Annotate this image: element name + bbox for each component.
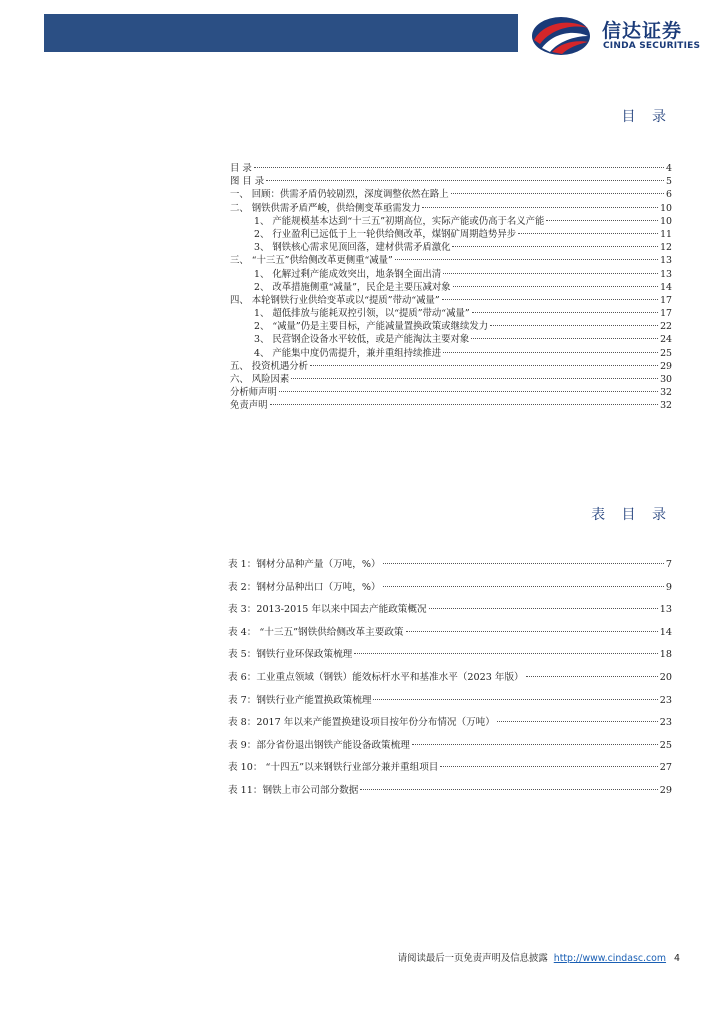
toc-entry-page: 22 [660, 321, 672, 333]
table-toc-entry[interactable] [228, 644, 672, 667]
table-toc-entry-page: 27 [659, 762, 672, 774]
toc-entry-page: 24 [660, 334, 672, 346]
toc-entry-label: 3、 钢铁核心需求见顶回落，建材供需矛盾激化 [254, 242, 451, 254]
cinda-logo-icon [530, 14, 592, 56]
table-toc-entry-label: 表 1：钢材分品种产量（万吨，%） [228, 559, 381, 570]
dot-leader [429, 608, 658, 609]
table-toc-entry-label: 表 10： “十四五”以来钢铁行业部分兼并重组项目 [228, 762, 439, 774]
toc-entry[interactable] [230, 175, 672, 188]
toc-entry-label: 四、 本轮钢铁行业供给变革或以“提质”带动“减量” [230, 294, 440, 306]
dot-leader [395, 259, 658, 260]
toc-entry-page: 13 [660, 268, 672, 280]
table-toc-entry-page: 20 [659, 671, 672, 683]
toc-entry[interactable] [230, 241, 672, 254]
dot-leader [471, 338, 658, 339]
toc-entry-page: 11 [660, 228, 672, 240]
toc-entry[interactable] [230, 307, 672, 320]
dot-leader [266, 180, 664, 181]
footer-notice: 请阅读最后一页免责声明及信息披露 [397, 953, 548, 964]
table-toc-entry-page: 18 [659, 649, 672, 661]
dot-leader [383, 563, 664, 564]
toc-entry[interactable] [230, 386, 672, 399]
table-toc-entry[interactable] [228, 577, 672, 600]
table-toc-entry-label: 表 4： “十三五”钢铁供给侧改革主要政策 [228, 626, 404, 638]
toc-entry-label: 2、 “减量”仍是主要目标，产能减量置换政策或继续发力 [254, 321, 489, 333]
toc-entry-page: 5 [666, 176, 672, 188]
dot-leader [546, 220, 658, 221]
toc-entry-label: 六、 风险因素 [230, 374, 290, 385]
toc-entry-page: 32 [660, 387, 672, 399]
toc-entry[interactable] [230, 268, 672, 281]
table-toc-entry[interactable] [228, 554, 672, 577]
dot-leader [497, 721, 658, 722]
toc-entry[interactable] [230, 360, 672, 373]
table-toc-entry-label: 表 8：2017 年以来产能置换建设项目按年份分布情况（万吨） [228, 717, 495, 729]
dot-leader [373, 699, 657, 700]
table-of-tables [228, 554, 672, 803]
dot-leader [291, 378, 658, 379]
table-toc-entry-label: 表 6：工业重点领域（钢铁）能效标杆水平和基准水平（2023 年版） [228, 671, 524, 683]
toc-entry-label: 2、 改革措施侧重“减量”，民企是主要压减对象 [254, 281, 451, 293]
toc-entry[interactable] [230, 254, 672, 267]
table-toc-entry-label: 表 11：钢铁上市公司部分数据 [228, 784, 359, 796]
toc-entry-page: 32 [660, 400, 672, 412]
dot-leader [383, 586, 664, 587]
dot-leader [270, 404, 659, 405]
table-toc-entry[interactable] [228, 757, 672, 780]
dot-leader [518, 233, 658, 234]
toc-entry-label: 五、 投资机遇分析 [230, 360, 308, 372]
dot-leader [412, 744, 658, 745]
toc-entry-label: 4、 产能集中度仍需提升，兼并重组持续推进 [254, 347, 442, 359]
toc-entry-label: 1、 超低排放与能耗双控引领，以“提质”带动“减量” [254, 308, 470, 320]
table-toc-entry[interactable] [228, 622, 672, 645]
dot-leader [354, 653, 658, 654]
dot-leader [422, 207, 658, 208]
toc-entry-page: 10 [660, 215, 672, 227]
dot-leader [443, 352, 658, 353]
table-toc-entry[interactable] [228, 712, 672, 735]
table-toc-entry-page: 13 [659, 604, 672, 616]
table-toc-entry-page: 9 [665, 581, 672, 593]
table-toc-entry-page: 23 [659, 717, 672, 729]
logo-chinese-text: 信达证券 [602, 20, 683, 42]
toc-entry[interactable] [230, 320, 672, 333]
table-toc-entry[interactable] [228, 667, 672, 690]
toc-entry-page: 12 [660, 242, 672, 254]
dot-leader [453, 286, 658, 287]
toc-entry[interactable] [230, 333, 672, 346]
toc-entry[interactable] [230, 347, 672, 360]
logo [528, 14, 718, 58]
dot-leader [443, 273, 658, 274]
footer-website-link[interactable]: http://www.cindasc.com [553, 953, 667, 964]
toc-entry-page: 17 [660, 308, 672, 320]
table-toc-entry[interactable] [228, 599, 672, 622]
table-toc-entry-label: 表 9：部分省份退出钢铁产能设备政策梳理 [228, 739, 410, 751]
toc-entry[interactable] [230, 228, 672, 241]
table-toc-entry[interactable] [228, 780, 672, 803]
toc-entry-page: 14 [660, 281, 672, 293]
table-toc-entry-label: 表 2：钢材分品种出口（万吨，%） [228, 581, 381, 593]
toc-entry[interactable] [230, 188, 672, 201]
toc-entry[interactable] [230, 162, 672, 175]
table-of-contents [230, 162, 672, 413]
dot-leader [440, 766, 657, 767]
dot-leader [360, 789, 657, 790]
footer [398, 950, 680, 964]
toc-entry-label: 一、 回顾：供需矛盾仍较剧烈，深度调整依然在路上 [230, 189, 449, 201]
dot-leader [490, 325, 658, 326]
toc-entry[interactable] [230, 294, 672, 307]
toc-entry-label: 3、 民营钢企设备水平较低，或是产能淘汰主要对象 [254, 334, 470, 346]
table-toc-entry-label: 表 5：钢铁行业环保政策梳理 [228, 649, 353, 661]
toc-entry-page: 6 [666, 189, 672, 201]
table-toc-entry-page: 25 [659, 739, 672, 751]
toc-entry-label: 目 录 [230, 163, 252, 174]
header-bar [44, 14, 518, 52]
toc-entry-label: 2、 行业盈利已远低于上一轮供给侧改革，煤钢矿周期趋势异步 [254, 228, 517, 240]
logo-english-text: CINDA SECURITIES [603, 41, 701, 51]
dot-leader [452, 246, 658, 247]
toc-entry[interactable] [230, 202, 672, 215]
table-toc-entry-page: 7 [665, 559, 672, 570]
toc-entry-page: 10 [660, 202, 672, 214]
toc-entry-page: 29 [660, 360, 672, 372]
toc-entry-page: 13 [660, 255, 672, 267]
dot-leader [310, 365, 658, 366]
toc-entry-page: 17 [660, 294, 672, 306]
toc-entry[interactable] [230, 281, 672, 294]
table-toc-entry-page: 23 [659, 694, 672, 706]
toc-title: 目 录 [621, 109, 672, 125]
toc-entry-page: 30 [660, 374, 672, 385]
toc-entry-label: 二、 钢铁供需矛盾严峻，供给侧变革亟需发力 [230, 202, 421, 214]
toc-entry[interactable] [230, 373, 672, 386]
table-toc-entry-page: 14 [659, 626, 672, 638]
toc-entry-page: 4 [666, 163, 672, 174]
toc-entry-label: 免责声明 [230, 400, 268, 412]
dot-leader [279, 391, 658, 392]
toc-entry-label: 图 目 录 [230, 176, 265, 188]
table-toc-entry-page: 29 [659, 784, 672, 796]
toc-entry-label: 1、 化解过剩产能成效突出，地条钢全面出清 [254, 268, 442, 280]
table-toc-entry-label: 表 7：钢铁行业产能置换政策梳理 [228, 694, 372, 706]
table-toc-title: 表 目 录 [591, 507, 672, 523]
table-toc-entry[interactable] [228, 735, 672, 758]
table-toc-entry-label: 表 3：2013-2015 年以来中国去产能政策概况 [228, 604, 427, 616]
dot-leader [254, 167, 664, 168]
dot-leader [526, 676, 658, 677]
toc-entry-label: 1、 产能规模基本达到“十三五”初期高位，实际产能或仍高于名义产能 [254, 215, 545, 227]
page-number: 4 [674, 953, 680, 964]
toc-entry[interactable] [230, 399, 672, 412]
toc-entry[interactable] [230, 215, 672, 228]
dot-leader [472, 312, 658, 313]
dot-leader [451, 193, 664, 194]
toc-entry-label: 三、 “十三五”供给侧改革更侧重“减量” [230, 255, 393, 267]
toc-entry-label: 分析师声明 [230, 387, 277, 399]
dot-leader [442, 299, 658, 300]
dot-leader [406, 631, 658, 632]
toc-entry-page: 25 [660, 347, 672, 359]
table-toc-entry[interactable] [228, 690, 672, 713]
